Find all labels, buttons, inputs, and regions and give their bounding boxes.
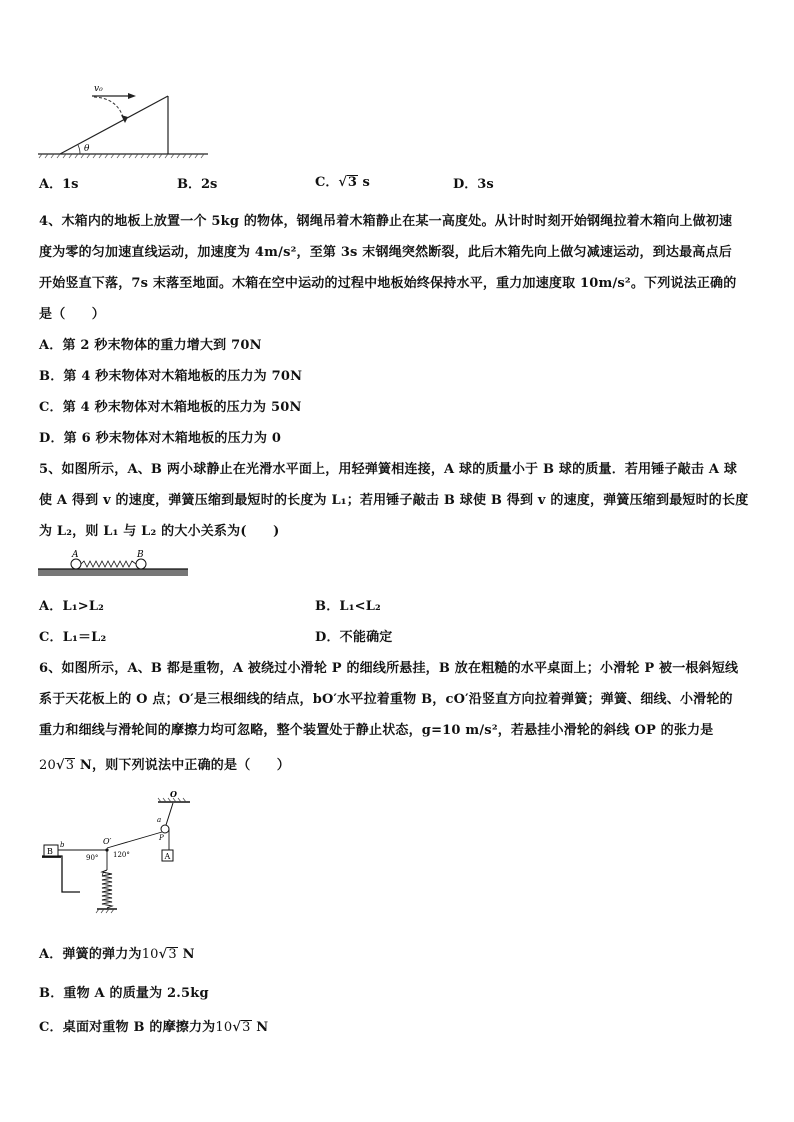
label-b: B [137, 550, 144, 560]
label-90: 90° [86, 854, 99, 862]
q5-line-1: 5、如图所示，A、B 两小球静止在光滑水平面上，用轻弹簧相连接，A 球的质量小于 B 球的质量．若用锤子敲击 A 球 [39, 462, 738, 477]
block-a-label: A [164, 852, 171, 861]
trajectory-curve [94, 97, 124, 120]
ball-b [136, 559, 146, 569]
q5-option-d[interactable]: D．不能确定 [315, 630, 393, 645]
q6-line-1: 6、如图所示，A、B 都是重物，A 被绕过小滑轮 P 的细线所悬挂，B 放在粗糙的水平桌面上；小滑轮 P 被一根斜短线 [39, 661, 739, 676]
label-120: 120° [113, 851, 130, 859]
q4-option-c[interactable]: C．第 4 秒末物体对木箱地板的压力为 50N [39, 400, 302, 415]
q4-line-3: 开始竖直下落，7s 末落至地面。木箱在空中运动的过程中地板始终保持水平，重力加速度取 10m/s²。下列说法正确的 [39, 276, 737, 291]
q6-line-3: 重力和细线与滑轮间的摩擦力均可忽略，整个装置处于静止状态，g=10 m/s²，若悬挂小滑轮的斜线 OP 的张力是 [39, 723, 714, 738]
q5-line-3: 为 L₂，则 L₁ 与 L₂ 的大小关系为( ) [39, 524, 280, 539]
trajectory-arrowhead [121, 115, 128, 123]
q4-option-b[interactable]: B．第 4 秒末物体对木箱地板的压力为 70N [39, 369, 303, 384]
sqrt-sign: √ [232, 1020, 242, 1035]
sqrt-sign: √ [55, 758, 65, 773]
spring-vertical [102, 870, 112, 908]
q3-option-d[interactable]: D．3s [453, 177, 494, 192]
q6-option-b[interactable]: B．重物 A 的质量为 2.5kg [39, 986, 209, 1001]
label-o: O [170, 789, 177, 799]
q3-option-c[interactable]: C．√3 s [315, 175, 370, 190]
label-p: P [159, 834, 164, 842]
q6-line-2: 系于天花板上的 O 点；O′是三根细线的结点，bO′水平拉着重物 B，cO′沿竖直方向拉着弹簧；弹簧、细线、小滑轮的 [39, 692, 733, 707]
theta-arc [78, 145, 80, 154]
pulley-figure [40, 790, 200, 920]
q5-option-a[interactable]: A．L₁>L₂ [39, 599, 105, 614]
sqrt-sign: √ [158, 947, 168, 962]
q5-option-c[interactable]: C．L₁＝L₂ [39, 630, 107, 645]
label-oprime: O′ [103, 837, 112, 846]
ball-a [71, 559, 81, 569]
q3-option-a[interactable]: A．1s [39, 177, 79, 192]
q6-line-4: 20√3 N，则下列说法中正确的是（ ） [39, 758, 290, 773]
label-a-thread: a [157, 816, 162, 824]
q5-line-2: 使 A 得到 v 的速度，弹簧压缩到最短时的长度为 L₁；若用锤子敲击 B 球使 B 得到 v 的速度，弹簧压缩到最短时的长度 [39, 493, 749, 508]
label-b-thread: b [60, 841, 65, 849]
label-c: c [102, 870, 106, 878]
q6-option-a[interactable]: A．弹簧的弹力为10√3 N [39, 947, 195, 962]
q4-option-a[interactable]: A．第 2 秒末物体的重力增大到 70N [39, 338, 262, 353]
pulley-p [161, 825, 169, 833]
q3-option-b[interactable]: B．2s [177, 177, 218, 192]
spring [81, 561, 136, 567]
velocity-label: v₀ [94, 84, 103, 94]
label-a: A [72, 550, 79, 560]
incline-slope [60, 96, 168, 154]
incline-figure [36, 78, 211, 160]
velocity-arrowhead [128, 93, 136, 99]
spring-balls-figure [38, 550, 190, 578]
q4-option-d[interactable]: D．第 6 秒末物体对木箱地板的压力为 0 [39, 431, 282, 446]
q4-line-4: 是（ ） [39, 307, 106, 322]
theta-label: θ [84, 144, 90, 154]
block-b-label: B [47, 847, 53, 856]
thread-to-oprime [107, 832, 162, 848]
q4-line-1: 4、木箱内的地板上放置一个 5kg 的物体，钢绳吊着木箱静止在某一高度处。从计时时刻开始钢绳拉着木箱向上做初速 [39, 214, 733, 229]
sqrt-sign: √ [338, 175, 347, 190]
q6-option-c[interactable]: C．桌面对重物 B 的摩擦力为10√3 N [39, 1020, 269, 1035]
line-op [166, 803, 173, 825]
q5-option-b[interactable]: B．L₁<L₂ [315, 599, 381, 614]
floor [38, 569, 188, 576]
q4-line-2: 度为零的匀加速直线运动，加速度为 4m/s²，至第 3s 末钢绳突然断裂，此后木箱先向上做匀减速运动，到达最高点后 [39, 245, 732, 260]
table [42, 856, 80, 892]
